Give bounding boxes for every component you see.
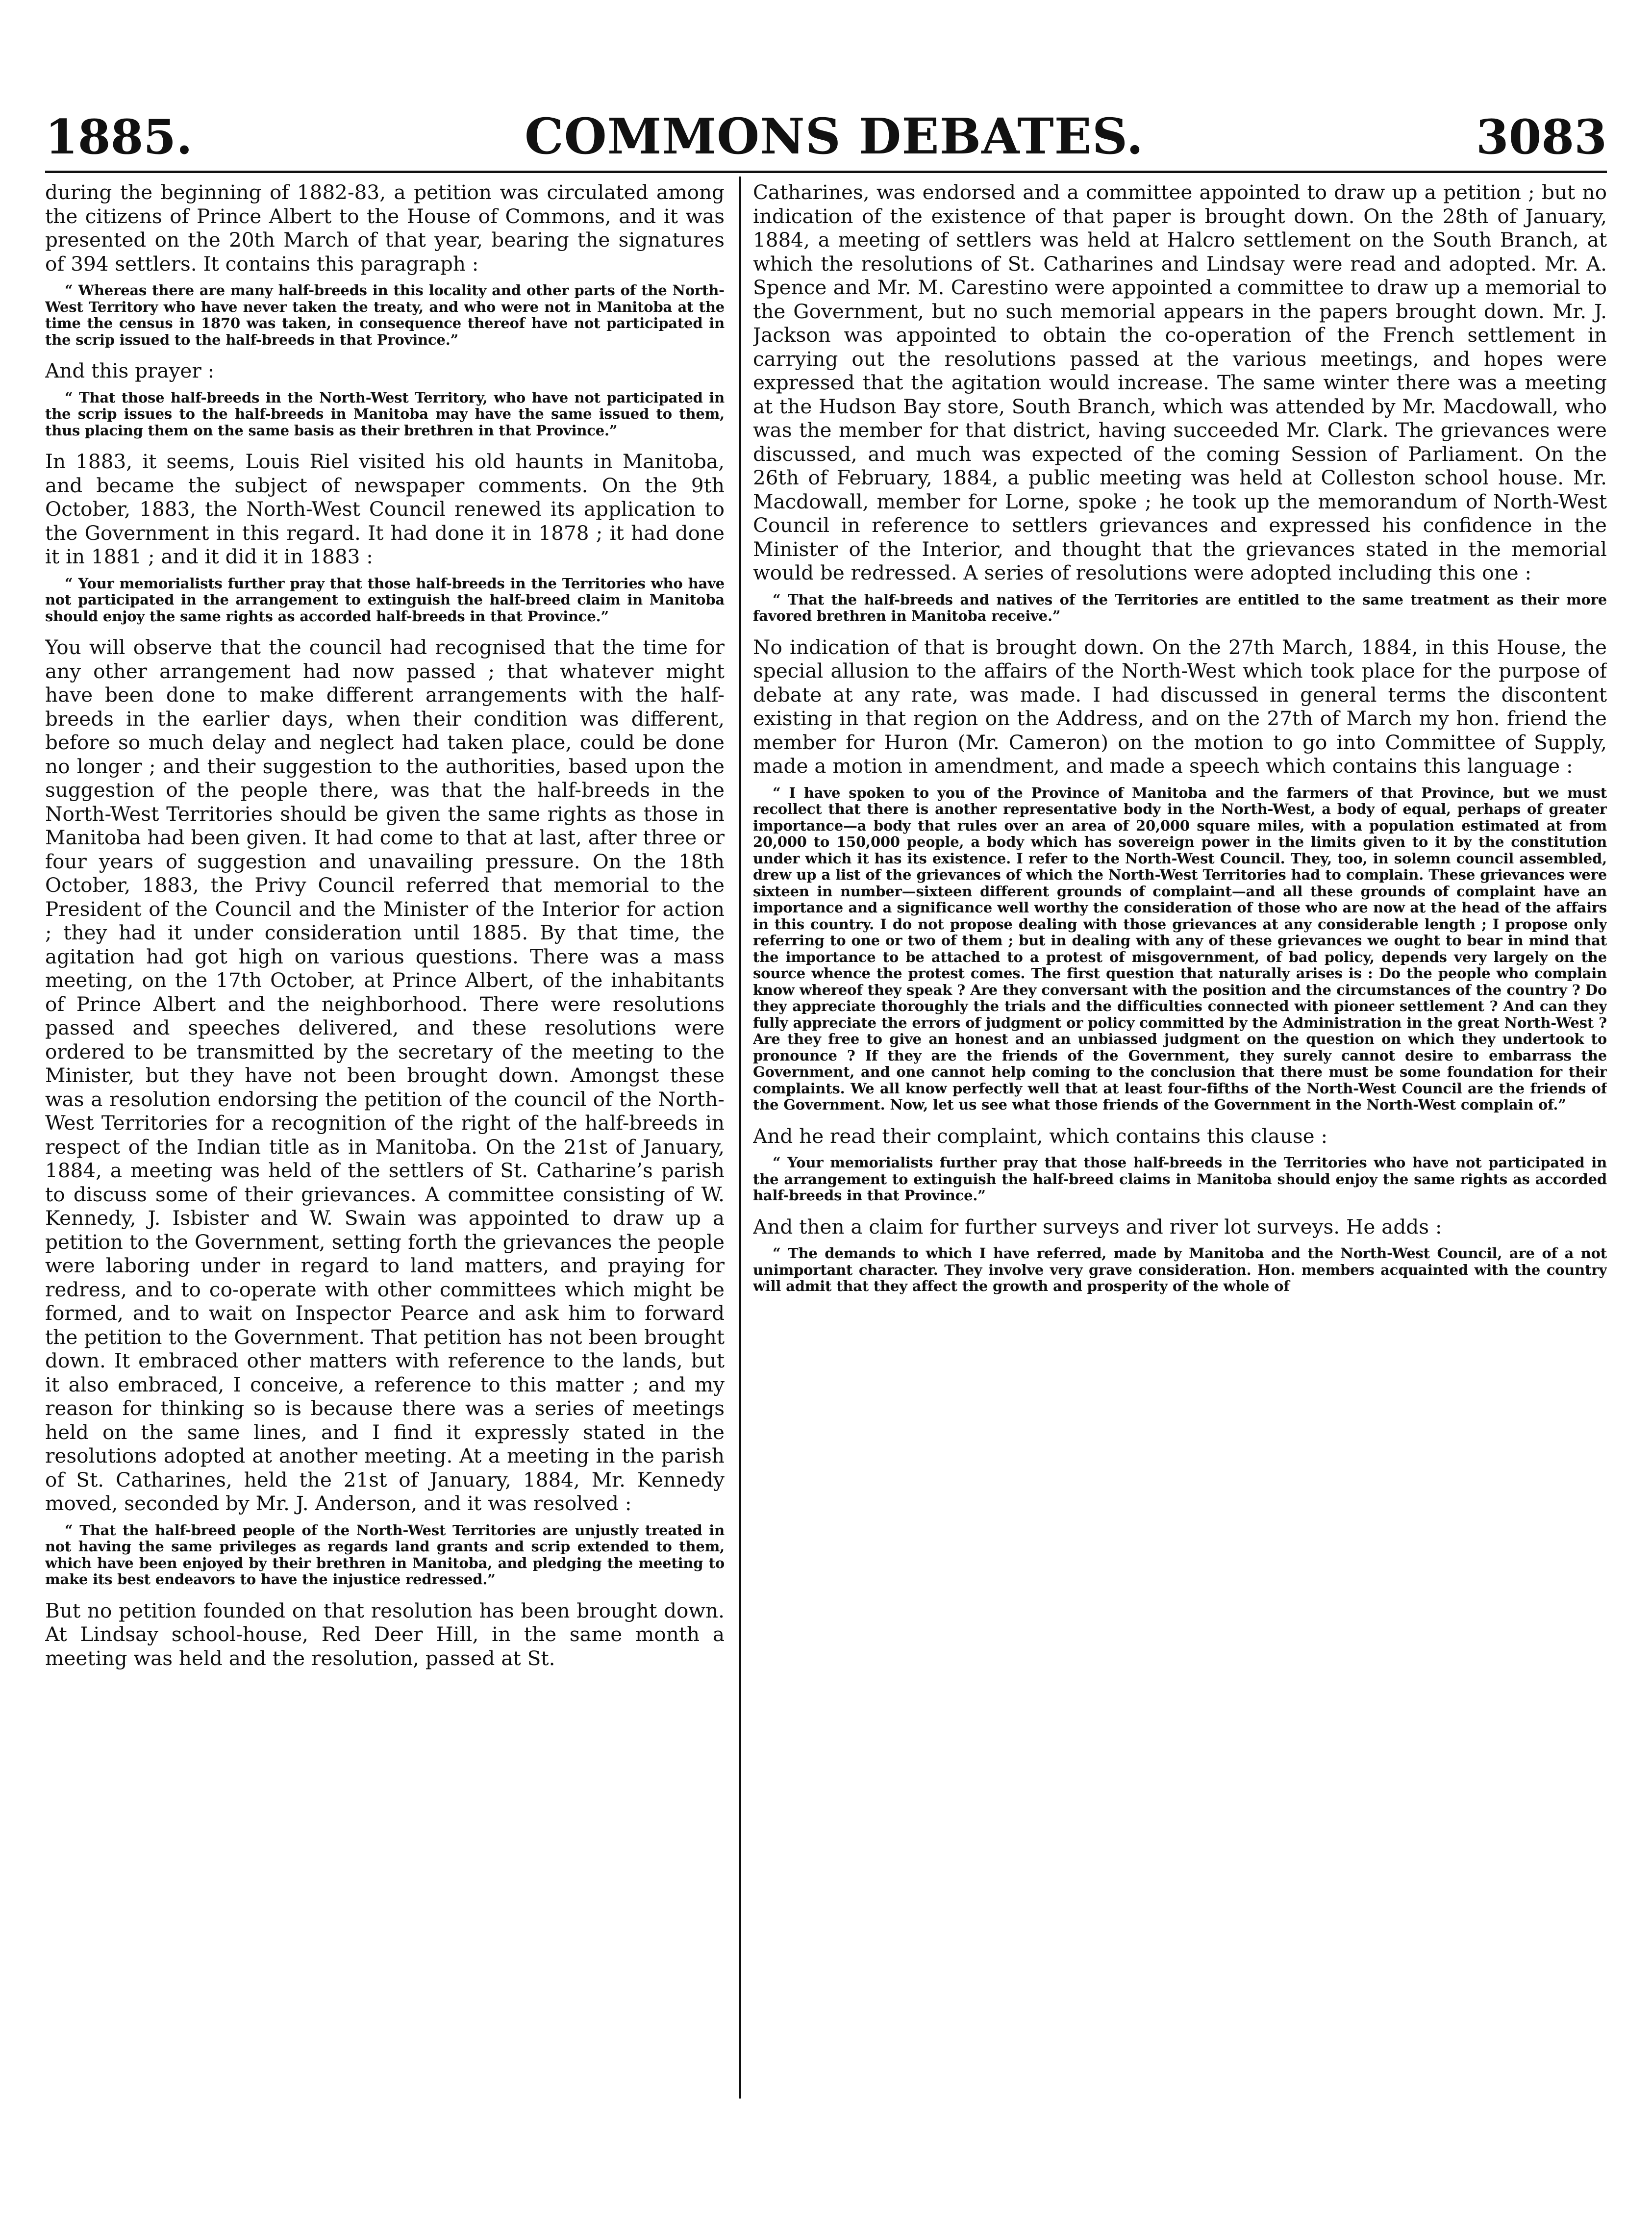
header-title: COMMONS DEBATES. xyxy=(525,107,1144,165)
header-year: 1885. xyxy=(45,109,193,165)
quoted-passage: “ That the half-breeds and natives of the Territories are entitled to the same treatment as their more favored brethren in Manitoba receive.” xyxy=(753,591,1607,624)
body-paragraph: No indication of that is brought down. On the 27th March, 1884, in this House, the special allusion to the affairs of the North-West which took place for the purpose of debate at any rate, was made. I had discussed in general terms the discontent existing in that region on the Address, and on the 27th of March my hon. friend the member for Huron (Mr. Cameron) on the motion to go into Committee of Supply, made a motion in amendment, and made a speech which contains this language : xyxy=(753,635,1607,778)
quoted-passage: “ Whereas there are many half-breeds in this locality and other parts of the North-West Territory who have never taken the treaty, and who were not in Manitoba at the time the census in 1870 was taken, in consequence thereof have not participated in the scrip issued to the half-breeds in that Province.” xyxy=(45,282,725,348)
body-paragraph: And this prayer : xyxy=(45,359,215,382)
left-column xyxy=(45,180,725,1673)
body-paragraph: But no petition founded on that resolution has been brought down. At Lindsay school-house, Red Deer Hill, in the same month a meeting was held and the resolution, passed at St. xyxy=(45,1598,725,1670)
body-paragraph: In 1883, it seems, Louis Riel visited his old haunts in Manitoba, and became the subject of newspaper comments. On the 9th October, 1883, the North-West Council renewed its application to the Government in this regard. It had done it in 1878 ; it had done it in 1881 ; and it did it in 1883 : xyxy=(45,450,725,568)
body-paragraph: Catharines, was endorsed and a committee appointed to draw up a petition ; but no indication of the existence of that paper is brought down. On the 28th of January, 1884, a meeting of settlers was held at Halcro settlement on the South Branch, at which the resolutions of St. Catharines and Lindsay were read and adopted. Mr. A. Spence and Mr. M. Carestino were appointed a committee to draw up a memorial to the Government, but no such memorial appears in the papers brought down. Mr. J. Jackson was appointed to obtain the co-operation of the French settlement in carrying out the resolutions passed at the various meetings, and hopes were expressed that the agitation would increase. The same winter there was a meeting at the Hudson Bay store, South Branch, which was attended by Mr. Macdowall, who was the member for that district, having succeeded Mr. Clark. The grievances were discussed, and much was expected of the coming Session of Parliament. On the 26th of February, 1884, a public meeting was held at Colleston school house. Mr. Macdowall, member for Lorne, spoke ; he took up the memorandum of North-West Council in reference to settlers grievances and expressed his confidence in the Minister of the Interior, and thought that the grievances stated in the memorial would be redressed. A series of resolutions were adopted including this one : xyxy=(753,180,1607,584)
quoted-passage: “ That the half-breed people of the North-West Territories are unjustly treated in not having the same privileges as regards land grants and scrip extended to them, which have been enjoyed by their brethren in Manitoba, and pledging the meeting to make its best endeavors to have the injustice redressed.” xyxy=(45,1521,725,1588)
quoted-passage: “ Your memorialists further pray that those half-breeds in the Territories who have not participated in the arrangement to extinguish the half-breed claim in Manitoba should enjoy the same rights as accorded half-breeds in that Province.” xyxy=(45,575,725,625)
body-paragraph: And he read their complaint, which contains this clause : xyxy=(753,1124,1328,1148)
quoted-passage: “ I have spoken to you of the Province of Manitoba and the farmers of that Province, but we must recollect that there is another representative body in the North-West, a body of equal, perhaps of greater importance—a body that rules over an area of 20,000 square miles, with a population estimated at from 20,000 to 150,000 people, a body which has sovereign power in the limits given to it by the constitution under which it has its existence. I refer to the North-West Council. They, too, in solemn council assembled, drew up a list of the grievances of which the North-West Territories had to complain. These grievances were sixteen in number—sixteen different grounds of complaint—and all these grounds of complaint have an importance and a significance well worthy the consideration of those who are now at the head of the affairs in this country. I do not propose dealing with those grievances at any considerable length ; I propose only referring to one or two of them ; but in dealing with any of these grievances we ought to bear in mind that the importance to be attached to a protest of misgovernment, of bad policy, depends very largely on the source whence the protest comes. The first question that naturally arises is : Do the people who complain know whereof they speak ? Are they conversant with the position and the circumstances of the country ? Do they appreciate thoroughly the trials and the difficulties connected with pioneer settlement ? And can they fully appreciate the errors of judgment or policy committed by the Administration in the great North-West ? Are they free to give an honest and an unbiassed judgment on the question on which they undertook to pronounce ? If they are the friends of the Government, they surely cannot desire to embarrass the Government, and one cannot help coming to the conclusion that there must be some foundation for their complaints. We all know perfectly well that at least four-fifths of the North-West Council are the friends of the Government. Now, let us see what those friends of the Government in the North-West complain of.” xyxy=(753,784,1607,1113)
header-rule xyxy=(45,171,1607,173)
body-paragraph: You will observe that the council had recognised that the time for any other arrangement had now passed ; that whatever might have been done to make different arrangements with the half-breeds in the earlier days, when their condition was different, before so much delay and neglect had taken place, could be done no longer ; and their suggestion to the authorities, based upon the suggestion of the people there, was that the half-breeds in the North-West Territories should be given the same rights as those in Manitoba had been given. It had come to that at last, after three or four years of suggestion and unavailing pressure. On the 18th October, 1883, the Privy Council referred that memorial to the President of the Council and the Minister of the Interior for action ; they had it under consideration until 1885. By that time, the agitation had got high on various questions. There was a mass meeting, on the 17th October, at Prince Albert, of the inhabitants of Prince Albert and the neighborhood. There were resolutions passed and speeches delivered, and these resolutions were ordered to be transmitted by the secretary of the meeting to the Minister, but they have not been brought down. Amongst these was a resolution endorsing the petition of the council of the North-West Territories for a recognition of the right of the half-breeds in respect of the Indian title as in Manitoba. On the 21st of January, 1884, a meeting was held of the settlers of St. Catharine’s parish to discuss some of their grievances. A committee consisting of W. Kennedy, J. Isbister and W. Swain was appointed to draw up a petition to the Government, setting forth the grievances the people were laboring under in regard to land matters, and praying for redress, and to co-operate with other committees which might be formed, and to wait on Inspector Pearce and ask him to forward the petition to the Government. That petition has not been brought down. It embraced other matters with reference to the lands, but it also embraced, I conceive, a reference to this matter ; and my reason for thinking so is because there was a series of meetings held on the same lines, and I find it expressly stated in the resolutions adopted at another meeting. At a meeting in the parish of St. Catharines, held the 21st of January, 1884, Mr. Kennedy moved, seconded by Mr. J. Anderson, and it was resolved : xyxy=(45,635,725,1515)
body-paragraph: And then a claim for further surveys and river lot surveys. He adds : xyxy=(753,1214,1442,1239)
body-paragraph: during the beginning of 1882-83, a petition was circulated among the citizens of Prince Albert to the House of Commons, and it was presented on the 20th March of that year, bearing the signatures of 394 settlers. It contains this paragraph : xyxy=(45,180,725,276)
quoted-passage: “ The demands to which I have referred, made by Manitoba and the North-West Council, are of a not unimportant character. They involve very grave consideration. Hon. members acquainted with the country will admit that they affect the growth and prosperity of the whole of xyxy=(753,1245,1607,1294)
header-page-number: 3083 xyxy=(1476,109,1607,165)
right-column xyxy=(753,180,1607,1306)
column-divider xyxy=(739,177,741,2099)
quoted-passage: “ Your memorialists further pray that those half-breeds in the Territories who have not participated in the arrangement to extinguish the half-breed claims in Manitoba should enjoy the same rights as accorded half-breeds in that Province.” xyxy=(753,1154,1607,1204)
quoted-passage: “ That those half-breeds in the North-West Territory, who have not participated in the scrip issues to the half-breeds in Manitoba may have the same issued to them, thus placing them on the same basis as their brethren in that Province.” xyxy=(45,389,725,439)
page-header xyxy=(45,97,1607,165)
